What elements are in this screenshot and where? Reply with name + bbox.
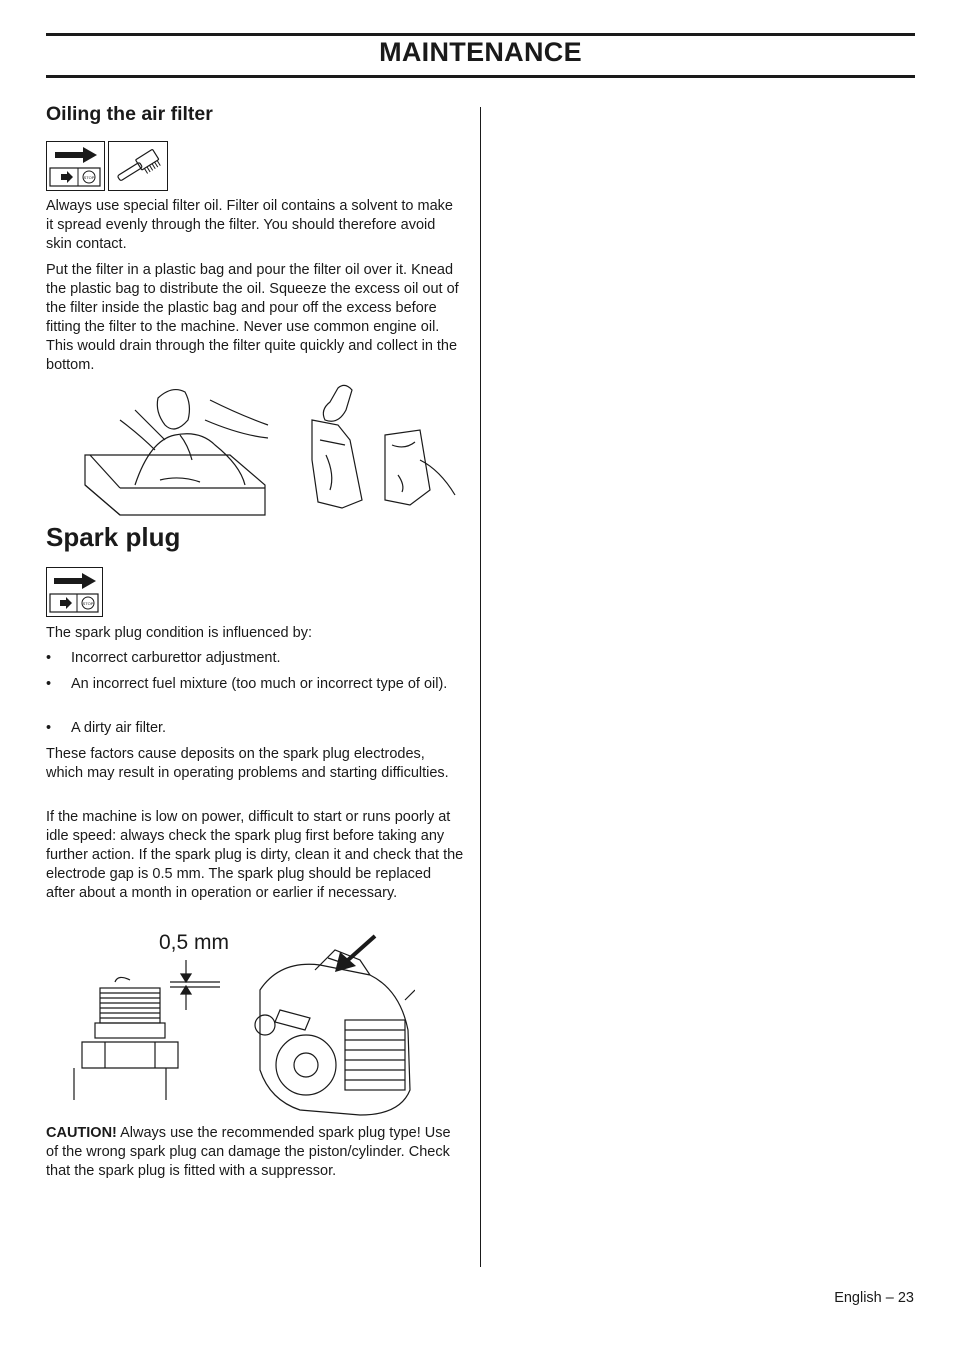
air-filter-oiling-illustration [80,380,460,520]
brush-icon [108,141,168,191]
air-filter-paragraph-2: Put the filter in a plastic bag and pour the filter oil over it. Knead the plastic bag to distribute the oil. Squeeze the excess oil out of the filter inside the plastic bag and pour off the excess before fitting the filter to the machine. Never use common engine oil. This would drain through the filter quite quickly and collect in the bottom. [46,262,459,373]
bullet-text: A dirty air filter. [71,720,167,736]
spark-plug-check-paragraph: If the machine is low on power, difficult to start or runs poorly at idle speed: always check the spark plug first before taking any further action. If the spark plug is dirty, clean it and check that the electrode gap is 0.5 mm. The spark plug should be replaced after about a month in operation or earlier if necessary. [46,809,464,901]
page-number: English – 23 [834,1290,914,1306]
stop-arrow-icon [46,567,103,617]
spark-plug-intro: The spark plug condition is influenced by: [46,625,312,641]
spark-plug-heading: Spark plug [46,522,181,552]
air-filter-heading: Oiling the air filter [46,103,213,125]
caution-label: CAUTION! [46,1125,117,1141]
caution-text: Always use the recommended spark plug type! Use of the wrong spark plug can damage the piston/cylinder. Check that the spark plug is fitted with a suppressor. [46,1125,451,1179]
caution-paragraph [46,1124,464,1181]
list-item [46,675,464,713]
svg-text:STOP: STOP [82,601,94,606]
header-bottom-rule [46,75,915,78]
bullet-dot: • [46,720,52,736]
page-title: MAINTENANCE [379,37,582,67]
bullet-text: An incorrect fuel mixture (too much or incorrect type of oil). [71,676,448,692]
stop-engine-icon [46,141,105,191]
spark-plug-gap-illustration [70,930,415,1120]
list-item [46,719,464,738]
gap-label: 0,5 mm [159,931,230,954]
air-filter-paragraph-1: Always use special filter oil. Filter oil contains a solvent to make it spread evenly through the filter. You should therefore avoid skin contact. [46,198,453,252]
bullet-dot: • [46,650,52,666]
header-top-rule [46,33,915,36]
bullet-text: Incorrect carburettor adjustment. [71,650,281,666]
list-item [46,649,464,668]
bullet-dot: • [46,676,52,692]
spark-plug-factors-paragraph: These factors cause deposits on the spark plug electrodes, which may result in operating problems and starting difficulties. [46,746,449,781]
column-divider [480,107,481,1267]
svg-text:STOP: STOP [83,175,95,180]
